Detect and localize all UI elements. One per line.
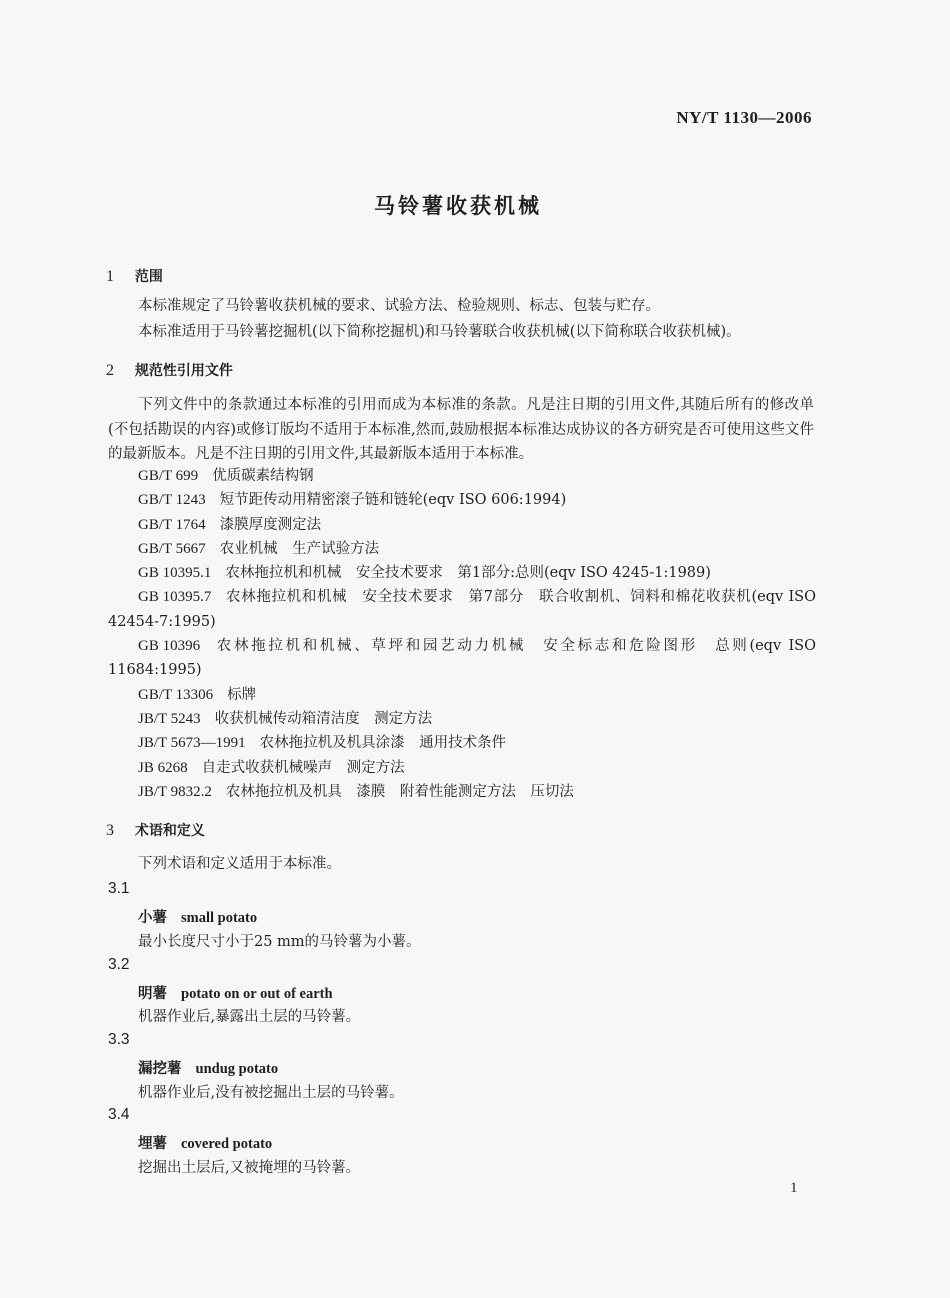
reference-item: JB 6268 自走式收获机械噪声 测定方法	[138, 759, 405, 776]
page-number: 1	[790, 1180, 798, 1196]
document-title: 马铃薯收获机械	[374, 194, 542, 218]
term-definition: 挖掘出土层后,又被掩埋的马铃薯。	[138, 1160, 361, 1176]
reference-item: JB/T 5673—1991 农林拖拉机及机具涂漆 通用技术条件	[138, 735, 507, 752]
reference-list	[108, 464, 816, 804]
reference-item: GB/T 699 优质碳素结构钢	[138, 468, 314, 484]
reference-item: JB/T 9832.2 农林拖拉机及机具 漆膜 附着性能测定方法 压切法	[138, 783, 574, 800]
term-name: 明薯 potato on or out of earth	[138, 985, 333, 1002]
term-name: 埋薯 covered potato	[138, 1135, 273, 1152]
term-number: 3.4	[108, 1106, 130, 1123]
reference-item: GB 10395.7 农林拖拉机和机械 安全技术要求 第7部分 联合收割机、饲料和棉花收获机(eqv ISO 42454-7:1995)	[108, 589, 816, 630]
section-title: 术语和定义	[134, 823, 205, 839]
section-title: 范围	[134, 269, 163, 285]
reference-item: GB/T 1764 漆膜厚度测定法	[138, 516, 322, 533]
term-number: 3.3	[108, 1031, 130, 1048]
section-number: 2	[106, 362, 114, 379]
section-number: 1	[106, 268, 114, 285]
terms-intro: 下列术语和定义适用于本标准。	[138, 856, 341, 872]
term-definition: 最小长度尺寸小于25 mm的马铃薯为小薯。	[138, 934, 421, 950]
reference-item: GB 10395.1 农林拖拉机和机械 安全技术要求 第1部分:总则(eqv ISO 4245-1:1989)	[138, 565, 711, 582]
normative-intro: 下列文件中的条款通过本标准的引用而成为本标准的条款。凡是注日期的引用文件,其随后所有的修改单(不包括勘误的内容)或修订版均不适用于本标准,然而,鼓励根据本标准达成协议的各方研究是否可使用这些文件的最新版本。凡是不注日期的引用文件,其最新版本适用于本标准。	[108, 397, 814, 462]
scope-paragraph-1: 本标准规定了马铃薯收获机械的要求、试验方法、检验规则、标志、包装与贮存。	[138, 298, 660, 314]
section-2-heading	[106, 360, 233, 380]
term-name: 小薯 small potato	[138, 909, 258, 926]
term-name: 漏挖薯 undug potato	[138, 1060, 279, 1077]
reference-item: GB/T 5667 农业机械 生产试验方法	[138, 540, 380, 557]
term-definition: 机器作业后,没有被挖掘出土层的马铃薯。	[138, 1085, 404, 1101]
reference-item: GB 10396 农林拖拉机和机械、草坪和园艺动力机械 安全标志和危险图形 总则(eqv ISO 11684:1995)	[108, 638, 816, 679]
reference-item: JB/T 5243 收获机械传动箱清洁度 测定方法	[138, 710, 433, 727]
term-definition: 机器作业后,暴露出土层的马铃薯。	[138, 1009, 361, 1025]
section-3-heading	[106, 820, 205, 840]
reference-item: GB/T 1243 短节距传动用精密滚子链和链轮(eqv ISO 606:1994)	[138, 492, 567, 509]
standard-code: NY/T 1130—2006	[676, 108, 812, 127]
section-number: 3	[106, 822, 114, 839]
term-number: 3.2	[108, 956, 130, 973]
reference-item: GB/T 13306 标牌	[138, 686, 257, 703]
section-1-heading	[106, 266, 163, 286]
scope-paragraph-2: 本标准适用于马铃薯挖掘机(以下简称挖掘机)和马铃薯联合收获机械(以下简称联合收获机械)。	[138, 324, 741, 340]
section-title: 规范性引用文件	[134, 363, 233, 379]
term-number: 3.1	[108, 880, 130, 897]
